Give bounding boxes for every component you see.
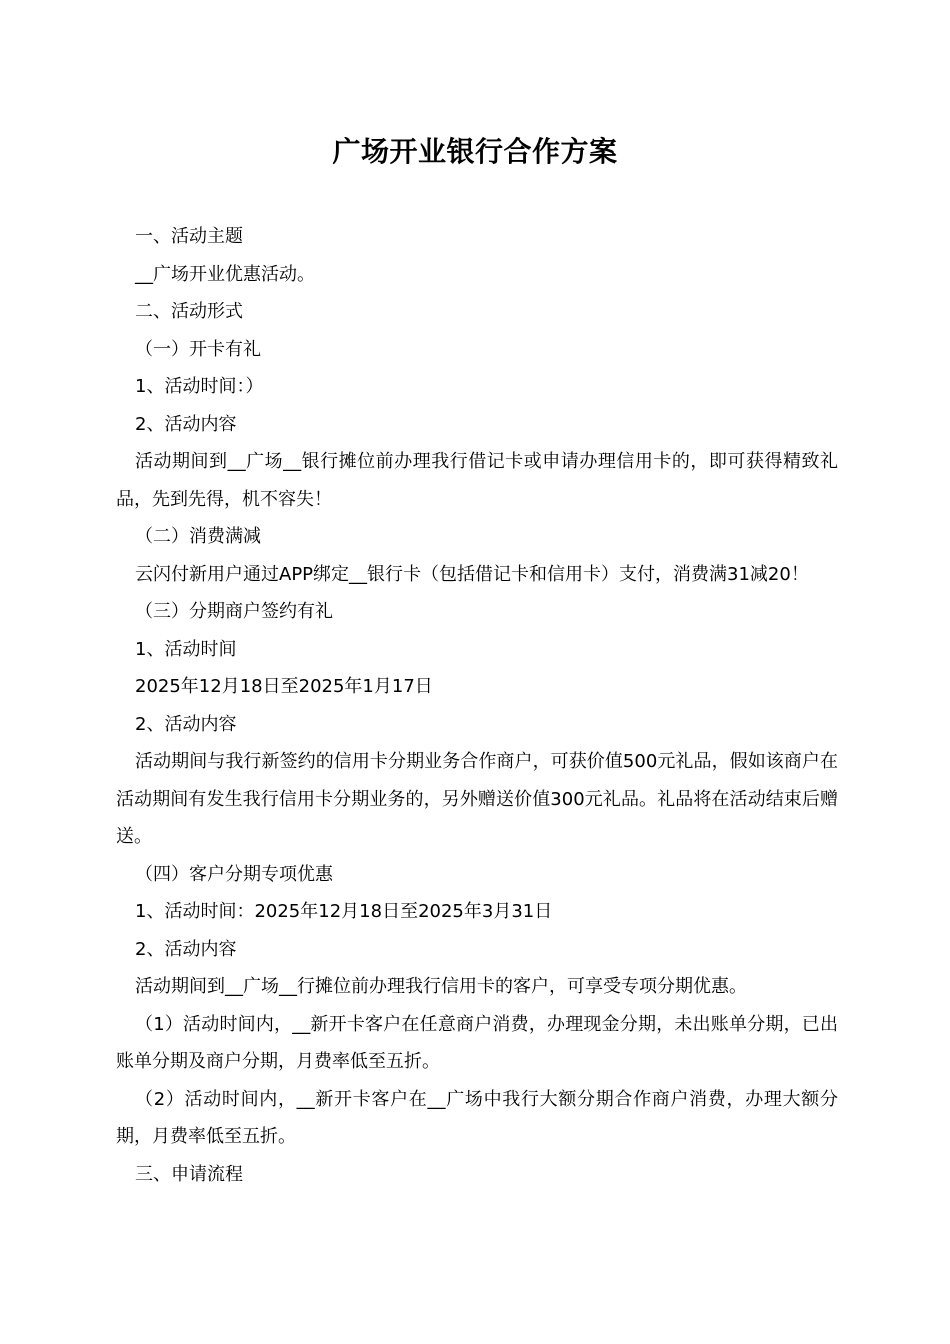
- installment-offer-item-2: （2）活动时间内，__新开卡客户在__广场中我行大额分期合作商户消费，办理大额分期，月费率低至五折。: [116, 1088, 838, 1147]
- installment-offer-content-label: 2、活动内容: [135, 938, 237, 960]
- subsection-heading-merchant-signing: （三）分期商户签约有礼: [135, 601, 333, 622]
- theme-text: __广场开业优惠活动。: [135, 263, 315, 285]
- card-gift-content-label: 2、活动内容: [135, 413, 237, 435]
- installment-offer-time: 1、活动时间：2025年12月18日至2025年3月31日: [135, 901, 553, 922]
- merchant-signing-time-value: 2025年12月18日至2025年1月17日: [135, 676, 433, 697]
- section-heading-theme: 一、活动主题: [135, 226, 243, 247]
- spending-discount-text: 云闪付新用户通过APP绑定__银行卡（包括借记卡和信用卡）支付，消费满31减20！: [135, 563, 809, 585]
- subsection-heading-installment-offer: （四）客户分期专项优惠: [135, 863, 333, 885]
- document-body: [116, 218, 838, 1193]
- section-heading-application-process: 三、申请流程: [135, 1163, 243, 1185]
- card-gift-time: 1、活动时间：）: [135, 376, 264, 397]
- installment-offer-item-1: （1）活动时间内，__新开卡客户在任意商户消费，办理现金分期，未出账单分期，已出账单分期及商户分期，月费率低至五折。: [116, 1013, 838, 1072]
- card-gift-content-text: 活动期间到__广场__银行摊位前办理我行借记卡或申请办理信用卡的，即可获得精致礼品，先到先得，机不容失！: [116, 451, 838, 510]
- merchant-signing-content-text: 活动期间与我行新签约的信用卡分期业务合作商户，可获价值500元礼品，假如该商户在活动期间有发生我行信用卡分期业务的，另外赠送价值300元礼品。礼品将在活动结束后赠送。: [116, 751, 838, 847]
- section-heading-format: 二、活动形式: [135, 301, 243, 322]
- installment-offer-content-text: 活动期间到__广场__行摊位前办理我行信用卡的客户，可享受专项分期优惠。: [135, 976, 747, 997]
- subsection-heading-spending-discount: （二）消费满减: [135, 526, 261, 547]
- document-title: 广场开业银行合作方案: [332, 135, 618, 168]
- subsection-heading-card-gift: （一）开卡有礼: [135, 338, 261, 360]
- merchant-signing-content-label: 2、活动内容: [135, 713, 237, 735]
- merchant-signing-time-label: 1、活动时间: [135, 638, 237, 660]
